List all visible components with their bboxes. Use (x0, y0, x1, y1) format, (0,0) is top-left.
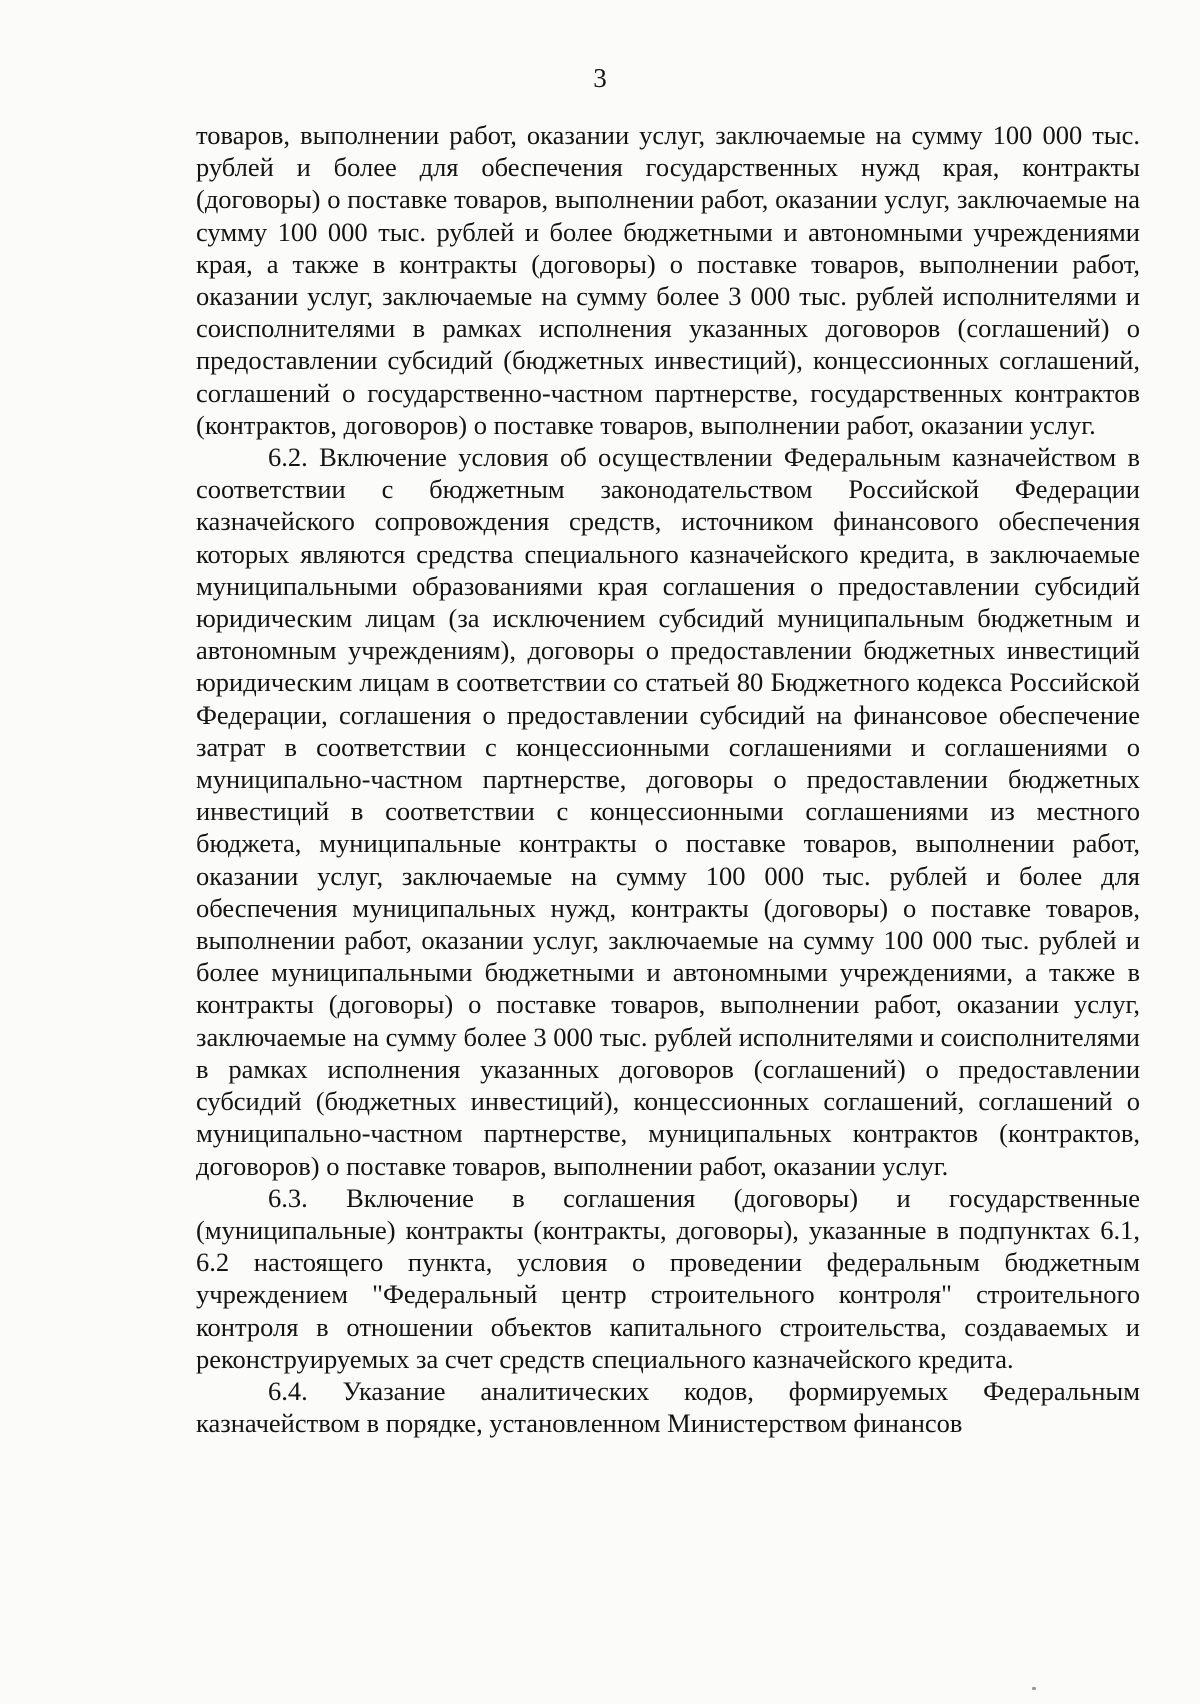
document-body (196, 119, 1140, 1439)
paragraph-item-6-3: 6.3. Включение в соглашения (договоры) и государственные (муниципальные) контракты (контракты, договоры), указанные в подпунктах 6.1, 6.2 настоящего пункта, условия о проведении федеральным бюджетным учреждением "Федеральный центр строительного контроля" строительного контроля в отношении объектов капитального строительства, создаваемых и реконструируемых за счет средств специального казначейского кредита. (196, 1182, 1140, 1374)
paragraph-item-6-2: 6.2. Включение условия об осуществлении Федеральным казначейством в соответствии с бюджетным законодательством Российской Федерации казначейского сопровождения средств, источником финансового обеспечения которых являются средства специального казначейского кредита, в заключаемые муниципальными образованиями края соглашения о предоставлении субсидий юридическим лицам (за исключением субсидий муниципальным бюджетным и автономным учреждениям), договоры о предоставлении бюджетных инвестиций юридическим лицам в соответствии со статьей 80 Бюджетного кодекса Российской Федерации, соглашения о предоставлении субсидий на финансовое обеспечение затрат в соответствии с концессионными соглашениями и соглашениями о муниципально-частном партнерстве, договоры о предоставлении бюджетных инвестиций в соответствии с концессионными соглашениями из местного бюджета, муниципальные контракты о поставке товаров, выполнении работ, оказании услуг, заключаемые на сумму 100 000 тыс. рублей и более для обеспечения муниципальных нужд, контракты (договоры) о поставке товаров, выполнении работ, оказании услуг, заключаемые на сумму 100 000 тыс. рублей и более муниципальными бюджетными и автономными учреждениями, а также в контракты (договоры) о поставке товаров, выполнении работ, оказании услуг, заключаемые на сумму более 3 000 тыс. рублей исполнителями и соисполнителями в рамках исполнения указанных договоров (соглашений) о предоставлении субсидий (бюджетных инвестиций), концессионных соглашений, соглашений о муниципально-частном партнерстве, муниципальных контрактов (контрактов, договоров) о поставке товаров, выполнении работ, оказании услуг. (196, 442, 1140, 1181)
scan-speck-mark (1032, 1687, 1036, 1690)
paragraph-continuation: товаров, выполнении работ, оказании услуг, заключаемые на сумму 100 000 тыс. рублей и более для обеспечения государственных нужд края, контракты (договоры) о поставке товаров, выполнении работ, оказании услуг, заключаемые на сумму 100 000 тыс. рублей и более бюджетными и автономными учреждениями края, а также в контракты (договоры) о поставке товаров, выполнении работ, оказании услуг, заключаемые на сумму более 3 000 тыс. рублей исполнителями и соисполнителями в рамках исполнения указанных договоров (соглашений) о предоставлении субсидий (бюджетных инвестиций), концессионных соглашений, соглашений о государственно-частном партнерстве, государственных контрактов (контрактов, договоров) о поставке товаров, выполнении работ, оказании услуг. (196, 120, 1140, 440)
paragraph-item-6-4: 6.4. Указание аналитических кодов, формируемых Федеральным казначейством в порядке, установленном Министерством финансов (196, 1375, 1140, 1439)
page-number: 3 (593, 63, 607, 93)
